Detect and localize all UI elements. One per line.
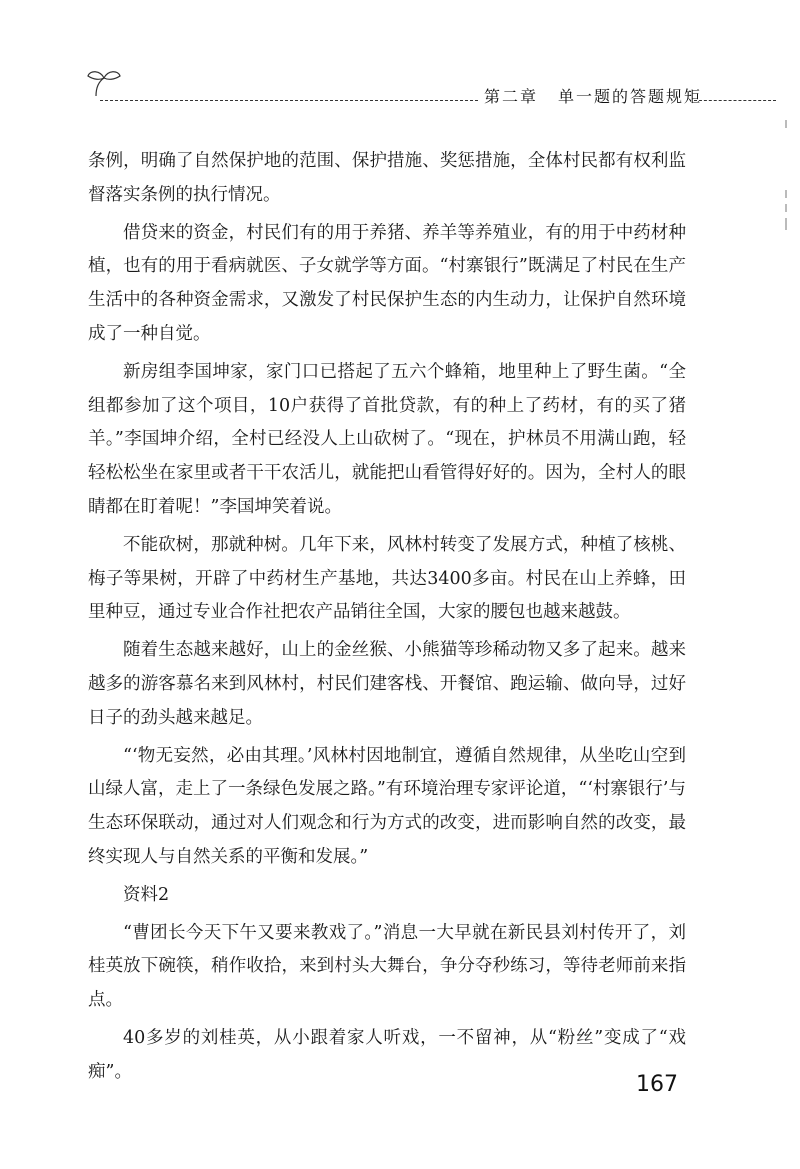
leaf-sprout-icon (84, 66, 124, 100)
chapter-number: 第二章 (484, 87, 539, 106)
running-header (0, 0, 800, 110)
body-text (88, 145, 686, 1090)
margin-tick-marks (783, 120, 789, 320)
header-rule-right (694, 100, 776, 101)
paragraph: 条例，明确了自然保护地的范围、保护措施、奖惩措施，全体村民都有权利监督落实条例的执行情况。 (88, 151, 686, 205)
chapter-title: 单一题的答题规矩 (558, 87, 703, 106)
paragraph: 不能砍树，那就种树。几年下来，风林村转变了发展方式，种植了核桃、梅子等果树，开辟了中药材生产基地，共达3400多亩。村民在山上养蜂，田里种豆，通过专业合作社把农产品销往全国，大家的腰包也越来越鼓。 (88, 534, 686, 623)
paragraph: 随着生态越来越好，山上的金丝猴、小熊猫等珍稀动物又多了起来。越来越多的游客慕名来到风林村，村民们建客栈、开餐馆、跑运输、做向导，过好日子的劲头越来越足。 (88, 640, 686, 728)
section-label: 资料2 (123, 884, 170, 905)
chapter-heading (484, 84, 702, 107)
paragraph: “‘物无妄然，必由其理。’风林村因地制宜，遵循自然规律，从坐吃山空到山绿人富，走上了一条绿色发展之路。”有环境治理专家评论道，“‘村寨银行’与生态环保联动，通过对人们观念和行为方式的改变，进而影响自然的改变，最终实现人与自然关系的平衡和发展。” (88, 745, 686, 867)
page-number: 167 (636, 1072, 678, 1097)
paragraph: 40多岁的刘桂英，从小跟着家人听戏，一不留神，从“粉丝”变成了“戏痴”。 (88, 1027, 686, 1082)
paragraph: 新房组李国坤家，家门口已搭起了五六个蜂箱，地里种上了野生菌。“全组都参加了这个项目，10户获得了首批贷款，有的种上了药材，有的买了猪羊。”李国坤介绍，全村已经没人上山砍树了。“现在，护林员不用满山跑，轻轻松松坐在家里或者干干农活儿，就能把山看管得好好的。因为，全村人的眼睛都在盯着呢！”李国坤笑着说。 (88, 361, 686, 517)
paragraph: 借贷来的资金，村民们有的用于养猪、养羊等养殖业，有的用于中药材种植，也有的用于看病就医、子女就学等方面。“村寨银行”既满足了村民在生产生活中的各种资金需求，又激发了村民保护生态的内生动力，让保护自然环境成了一种自觉。 (88, 222, 686, 344)
paragraph: “曹团长今天下午又要来教戏了。”消息一大早就在新民县刘村传开了，刘桂英放下碗筷，稍作收拾，来到村头大舞台，争分夺秒练习，等待老师前来指点。 (88, 922, 686, 1011)
header-rule-left (100, 100, 478, 101)
